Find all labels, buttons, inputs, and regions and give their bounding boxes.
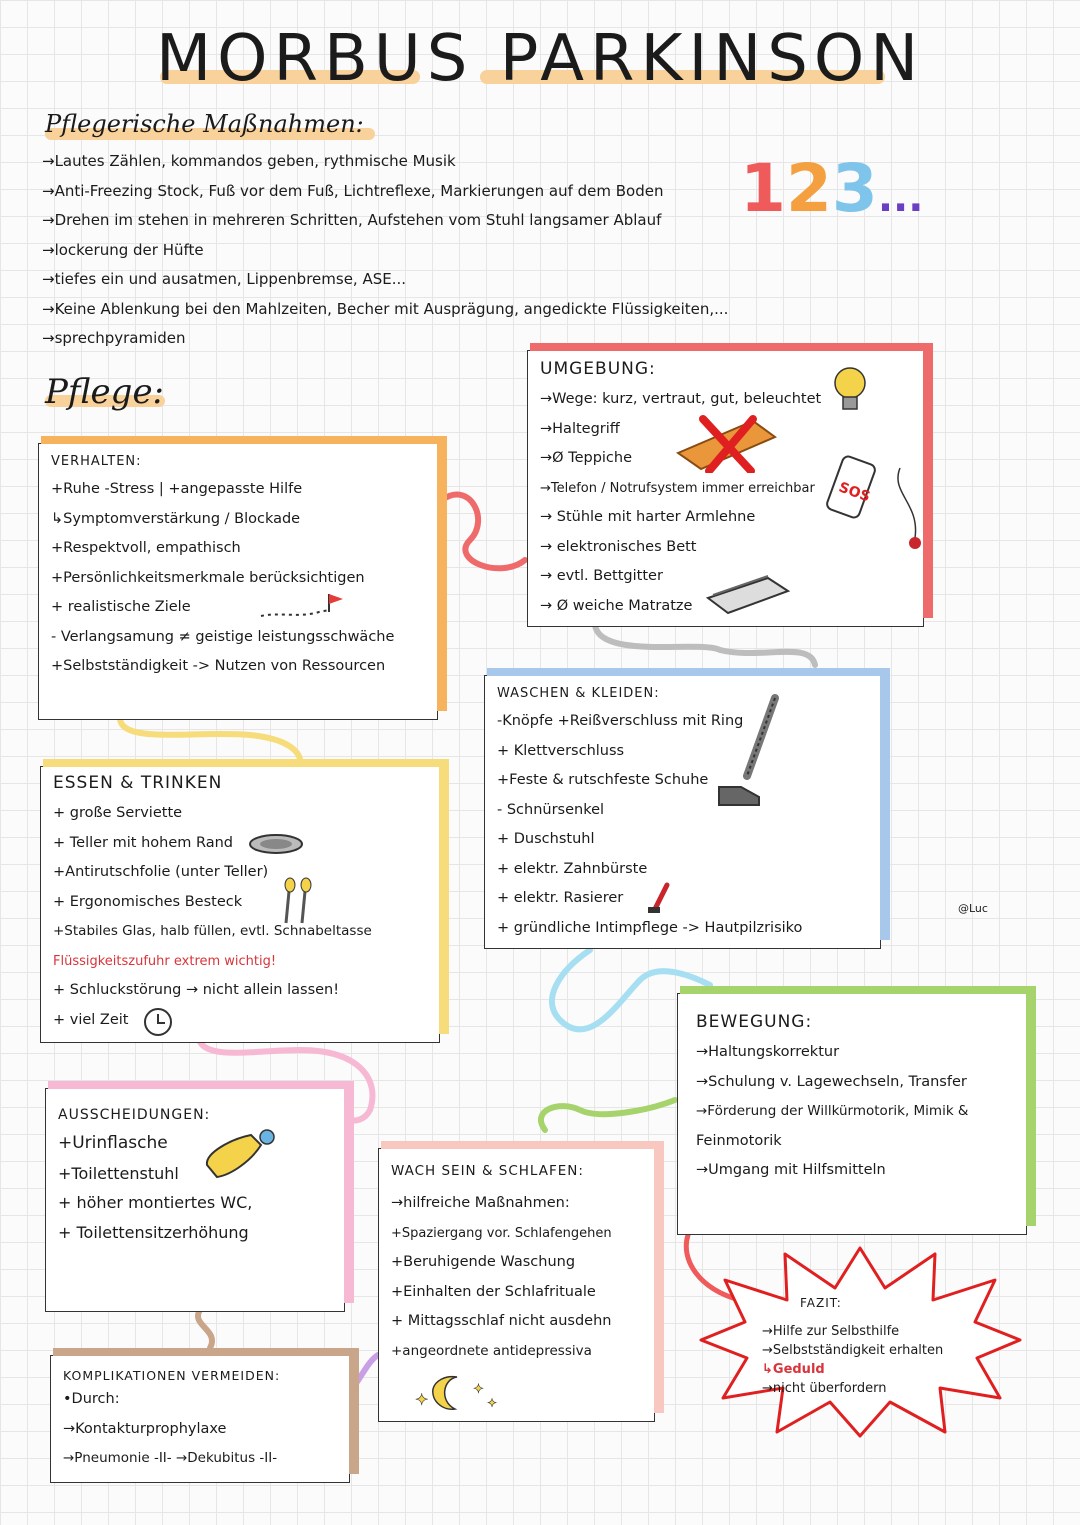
list-item: + realistische Ziele [51,599,191,615]
verhalten-title: VERHALTEN: [51,454,142,469]
card-side [880,668,890,940]
carpet-crossed-icon [673,413,783,473]
list-item: →Hilfe zur Selbsthilfe [762,1324,900,1339]
card-side [1026,986,1036,1226]
svg-text:✦: ✦ [415,1390,429,1409]
list-item: + viel Zeit [53,1011,129,1028]
list-item: + Teller mit hohem Rand [53,834,234,851]
card-top [381,1141,656,1149]
urine-bottle-icon [201,1125,281,1185]
list-item: + Schluckstörung → nicht allein lassen! [53,982,340,998]
razor-icon [645,881,675,917]
list-item: →sprechpyramiden [42,329,186,347]
zipper-icon [735,694,785,784]
list-item: +Respektvoll, empathisch [51,540,241,556]
list-item: -Knöpfe +Reißverschluss mit Ring [497,713,744,729]
list-item: •Durch: [63,1391,120,1407]
number-three: 3 [831,150,878,227]
card-top [41,436,439,444]
sos-phone-icon [824,451,884,521]
card-side [349,1348,359,1474]
list-item: + Duschstuhl [497,831,595,847]
list-item: + Mittagsschlaf nicht ausdehn [391,1313,612,1329]
list-item: - Schnürsenkel [497,801,605,818]
svg-text:✦: ✦ [487,1396,498,1410]
fazit-list [762,1322,943,1398]
sos-label: SOS [836,479,873,506]
list-item: +Feste & rutschfeste Schuhe [497,772,709,788]
list-item: → elektronisches Bett [540,538,697,555]
umgebung-card [527,350,924,627]
list-item: →hilfreiche Maßnahmen: [391,1195,570,1211]
card-top [53,1348,351,1356]
list-item: Feinmotorik [696,1132,782,1149]
list-item: +Persönlichkeitsmerkmale berücksichtigen [51,569,365,586]
card-side [654,1141,664,1413]
list-item: + Ergonomisches Besteck [53,893,243,910]
essen-card [40,766,440,1043]
fazit-title: FAZIT: [800,1296,842,1310]
list-item: + elektr. Rasierer [497,890,624,906]
list-item: →Förderung der Willkürmotorik, Mimik & [696,1103,969,1119]
card-top [530,343,925,351]
list-item: +Antirutschfolie (unter Teller) [53,864,269,880]
list-item: +Stabiles Glas, halb füllen, evtl. Schnabeltasse [53,923,372,939]
list-item: → evtl. Bettgitter [540,568,663,584]
list-item: + gründliche Intimpflege -> Hautpilzrisiko [497,919,803,936]
list-item: →Haltegriff [540,420,620,437]
signature: @Luc [958,902,988,915]
clock-icon [141,1005,175,1039]
list-item: →Telefon / Notrufsystem immer erreichbar [540,480,815,496]
list-item: + höher montiertes WC, [58,1193,253,1212]
card-top [48,1081,346,1089]
card-side [437,436,447,711]
waschen-card [484,675,881,949]
emergency-cord-icon [890,463,930,553]
list-item: →Kontakturprophylaxe [63,1420,227,1437]
list-item: ↳Geduld [762,1362,825,1377]
list-item: →Lautes Zählen, kommandos geben, rythmische Musik [42,152,456,170]
list-item: →Wege: kurz, vertraut, gut, beleuchtet [540,391,822,407]
list-item: →Anti-Freezing Stock, Fuß vor dem Fuß, Lichtreflexe, Markierungen auf dem Boden [42,181,664,200]
cutlery-icon [278,877,318,929]
list-item: +Beruhigende Waschung [391,1254,576,1270]
number-two: 2 [785,150,832,227]
list-item: →Haltungskorrektur [696,1044,840,1060]
list-item: +Toilettenstuhl [58,1163,179,1183]
list-item: ↳Symptomverstärkung / Blockade [51,510,301,527]
card-top [487,668,882,676]
list-item: → Stühle mit harter Armlehne [540,509,756,525]
card-top [43,759,441,767]
list-item: →tiefes ein und ausatmen, Lippenbremse, ASE... [42,270,407,288]
komplikationen-card [50,1355,350,1483]
list-item: +Selbstständigkeit -> Nutzen von Ressourcen [51,658,386,674]
list-item: + Toilettensitzerhöhung [58,1222,249,1242]
list-item: →Drehen im stehen in mehreren Schritten, Aufstehen vom Stuhl langsamer Ablauf [42,211,662,229]
pflege-heading: Pflege: [45,372,165,412]
list-item: + große Serviette [53,805,183,821]
list-item: →Pneumonie -II- →Dekubitus -II- [63,1450,278,1466]
number-one: 1 [740,150,786,227]
svg-text:✦: ✦ [473,1382,484,1397]
waschen-title: WASCHEN & KLEIDEN: [497,686,660,701]
list-item: + Klettverschluss [497,742,625,759]
list-item: →Schulung v. Lagewechseln, Transfer [696,1073,967,1090]
list-item: +Spaziergang vor. Schlafengehen [391,1225,612,1241]
essen-title: ESSEN & TRINKEN [53,773,223,793]
list-item: +angeordnete antidepressiva [391,1342,592,1359]
moon-stars-icon [409,1371,519,1415]
list-item: → Ø weiche Matratze [540,597,693,614]
list-item: →nicht überfordern [762,1381,887,1396]
list-item: +Urinflasche [58,1133,168,1153]
card-top [680,986,1028,994]
page-title: MORBUS PARKINSON [155,22,925,96]
plate-icon [246,832,306,864]
list-item: →Selbstständigkeit erhalten [762,1343,944,1358]
shoe-icon [715,779,765,809]
wach-card [378,1148,655,1422]
ausscheidungen-title: AUSSCHEIDUNGEN: [58,1107,211,1123]
card-side [439,759,449,1034]
pflegerische-heading: Pflegerische Maßnahmen: [45,110,364,138]
list-item: →Ø Teppiche [540,450,633,466]
list-item: →Keine Ablenkung bei den Mahlzeiten, Becher mit Ausprägung, angedickte Flüssigkeiten,... [42,299,729,318]
list-item: + elektr. Zahnbürste [497,860,648,877]
verhalten-card [38,443,438,720]
list-item: - Verlangsamung ≠ geistige leistungsschwäche [51,628,395,645]
ausscheidungen-card [45,1088,345,1312]
card-side [344,1081,354,1303]
list-item: +Einhalten der Schlafrituale [391,1283,596,1300]
goal-flag-icon [259,592,349,622]
wach-title: WACH SEIN & SCHLAFEN: [391,1163,584,1179]
komplikationen-title: KOMPLIKATIONEN VERMEIDEN: [63,1368,281,1383]
bewegung-title: BEWEGUNG: [696,1012,813,1032]
number-dots: ... [877,175,924,221]
list-item: +Ruhe -Stress | +angepasste Hilfe [51,481,303,497]
list-item: →Umgang mit Hilfsmitteln [696,1162,886,1178]
list-item: →lockerung der Hüfte [42,240,204,259]
umgebung-title: UMGEBUNG: [540,359,656,379]
bed-icon [703,573,793,618]
warning-text: Flüssigkeitszufuhr extrem wichtig! [53,953,277,969]
bewegung-card [677,993,1027,1235]
lightbulb-icon [830,365,870,417]
